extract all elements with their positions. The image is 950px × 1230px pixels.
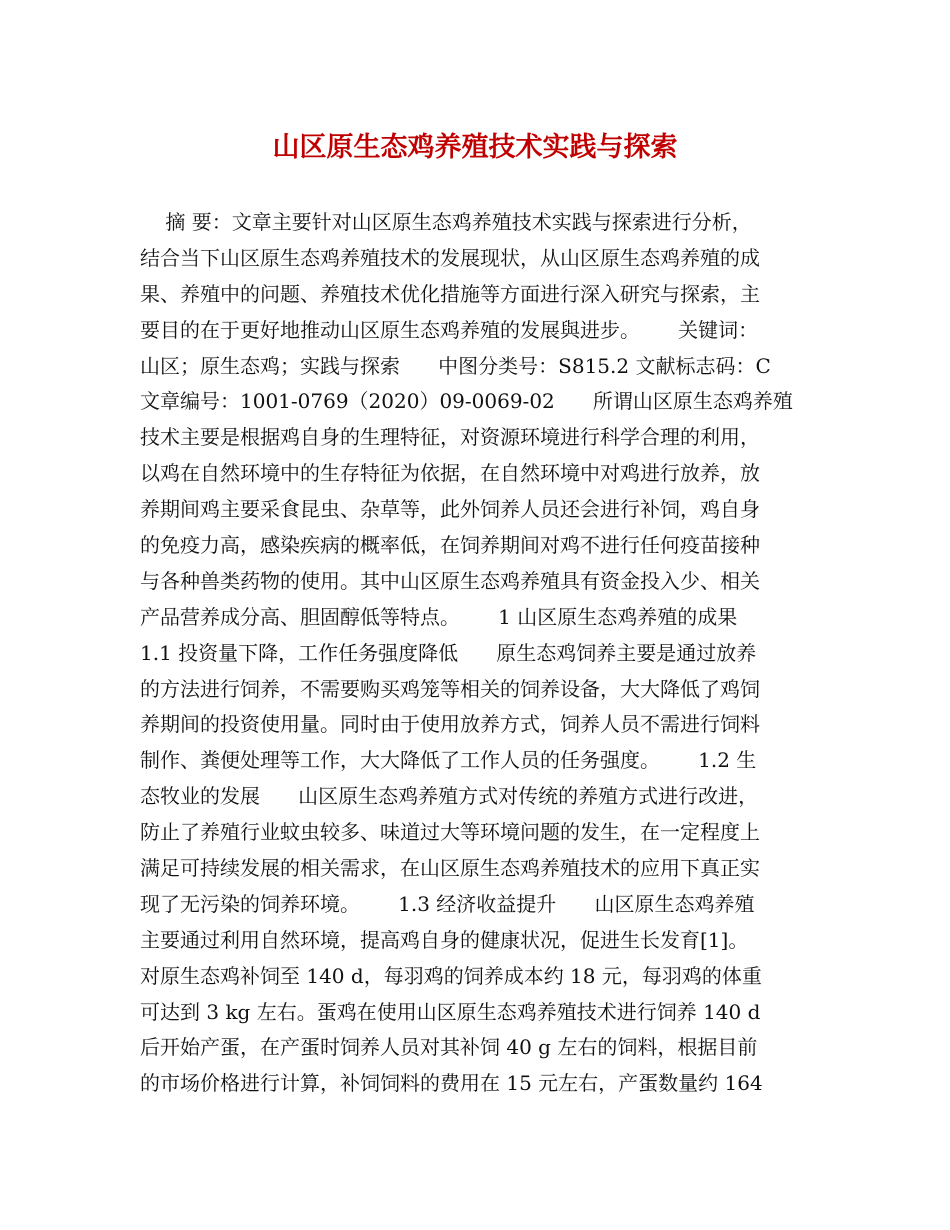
body-line: 的市场价格进行计算，补饲饲料的费用在 15 元左右，产蛋数量约 164 [140,1071,763,1096]
body-line: 产品营养成分高、胆固醇低等特点。 1 山区原生态鸡养殖的成果 [140,604,738,629]
body-line: 与各种兽类药物的使用。其中山区原生态鸡养殖具有资金投入少、相关 [140,568,760,593]
body-line: 制作、粪便处理等工作，大大降低了工作人员的任务强度。 1.2 生 [140,748,757,773]
body-line: 山区；原生态鸡；实践与探索 中图分类号：S815.2 文献标志码：C [140,353,771,378]
body-line: 后开始产蛋，在产蛋时饲养人员对其补饲 40 g 左右的饲料，根据目前 [140,1035,758,1060]
body-line: 的免疫力高，感染疾病的概率低，在饲养期间对鸡不进行任何疫苗接种 [140,533,760,558]
document-title: 山区原生态鸡养殖技术实践与探索 [272,132,678,163]
body-line: 摘 要：文章主要针对山区原生态鸡养殖技术实践与探索进行分析， [140,210,752,234]
body-line: 养期间鸡主要采食昆虫、杂草等，此外饲养人员还会进行补饲，鸡自身 [140,497,760,522]
body-line: 技术主要是根据鸡自身的生理特征，对资源环境进行科学合理的利用， [140,425,760,450]
body-line: 态牧业的发展 山区原生态鸡养殖方式对传统的养殖方式进行改进， [140,784,759,809]
body-line: 果、养殖中的问题、养殖技术优化措施等方面进行深入研究与探索，主 [140,281,760,306]
body-line: 结合当下山区原生态鸡养殖技术的发展现状，从山区原生态鸡养殖的成 [140,245,760,270]
body-line: 以鸡在自然环境中的生存特征为依据，在自然环境中对鸡进行放养，放 [140,461,760,486]
body-line: 对原生态鸡补饲至 140 d，每羽鸡的饲养成本约 18 元，每羽鸡的体重 [140,963,762,988]
body-line: 主要通过利用自然环境，提高鸡自身的健康状况，促进生长发育[1]。 [140,927,749,952]
body-line: 现了无污染的饲养环境。 1.3 经济收益提升 山区原生态鸡养殖 [140,891,755,916]
body-line: 养期间的投资使用量。同时由于使用放养方式，饲养人员不需进行饲料 [140,712,760,737]
body-line: 的方法进行饲养，不需要购买鸡笼等相关的饲养设备，大大降低了鸡饲 [140,676,760,701]
body-line: 1.1 投资量下降，工作任务强度降低 原生态鸡饲养主要是通过放养 [140,640,757,665]
body-line: 要目的在于更好地推动山区原生态鸡养殖的发展與进步。 关键词： [140,317,759,342]
body-line: 防止了养殖行业蚊虫较多、味道过大等环境问题的发生，在一定程度上 [140,820,760,845]
body-line: 文章编号：1001-0769（2020）09-0069-02 所谓山区原生态鸡养殖 [140,389,793,414]
document-body [140,205,820,1102]
body-line: 可达到 3 kg 左右。蛋鸡在使用山区原生态鸡养殖技术进行饲养 140 d [140,999,761,1024]
body-line: 满足可持续发展的相关需求，在山区原生态鸡养殖技术的应用下真正实 [140,856,760,881]
